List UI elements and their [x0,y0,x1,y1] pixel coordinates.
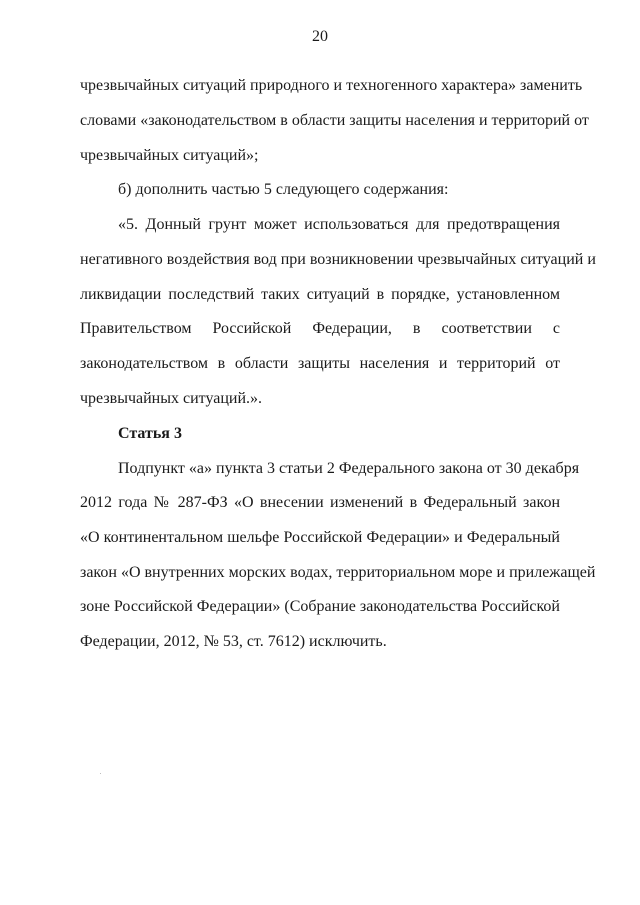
text-line: словами «законодательством в области защиты населения и территорий от [80,112,589,129]
item-b-line: б) дополнить частью 5 следующего содержания: [118,181,449,198]
text-line: «5. Донный грунт может использоваться для предотвращения [118,216,560,233]
text-line: чрезвычайных ситуаций»; [80,147,259,164]
text-line: чрезвычайных ситуаций.». [80,390,263,407]
text-line: Федерации, 2012, № 53, ст. 7612) исключить. [80,633,387,650]
page-number: 20 [312,28,328,45]
text-line: зоне Российской Федерации» (Собрание законодательства Российской [80,598,560,615]
scan-speck [100,773,101,774]
article-heading: Статья 3 [118,425,182,442]
text-line: закон «О внутренних морских водах, территориальном море и прилежащей [80,564,596,581]
text-line: законодательством в области защиты населения и территорий от [80,355,560,372]
text-line: чрезвычайных ситуаций природного и техногенного характера» заменить [80,77,583,94]
text-line: Правительством Российской Федерации, в соответствии с [80,320,560,337]
text-line: 2012 года № 287-ФЗ «О внесении изменений в Федеральный закон [80,494,560,511]
text-line: «О континентальном шельфе Российской Федерации» и Федеральный [80,529,560,546]
text-line: негативного воздействия вод при возникновении чрезвычайных ситуаций и [80,251,596,268]
text-line: Подпункт «а» пункта 3 статьи 2 Федерального закона от 30 декабря [118,460,580,477]
text-line: ликвидации последствий таких ситуаций в порядке, установленном [80,286,560,303]
